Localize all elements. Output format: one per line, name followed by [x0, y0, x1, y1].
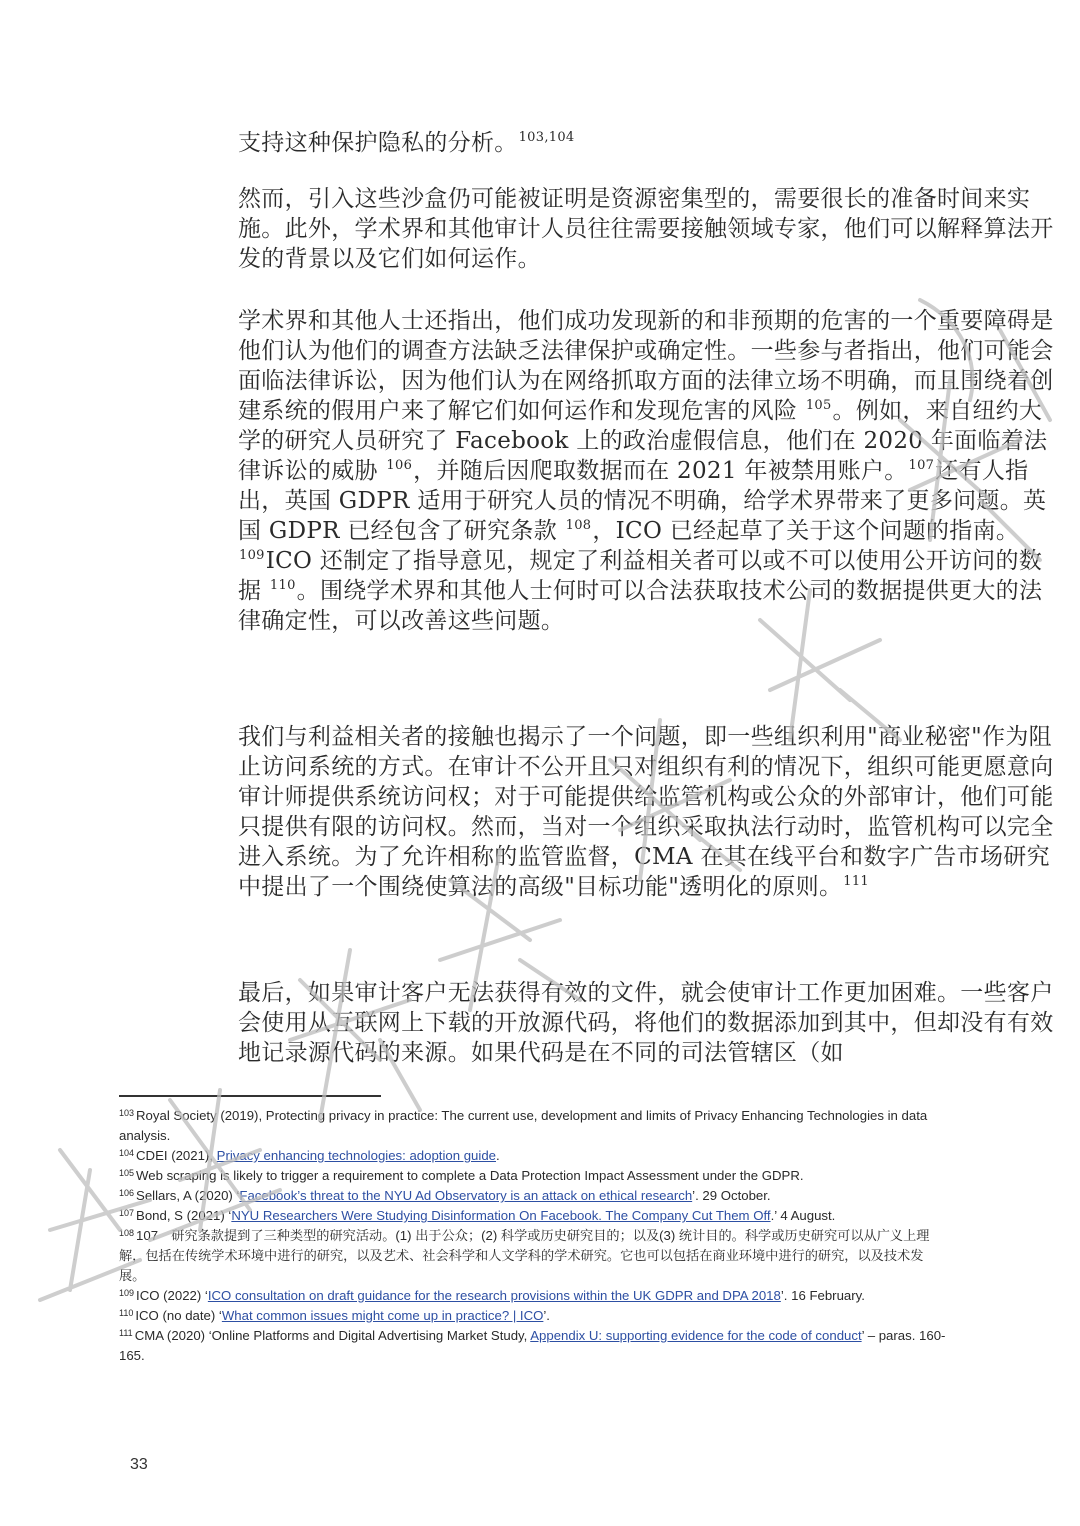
- footnote-link[interactable]: Facebook’s threat to the NYU Ad Observatory is an attack on ethical research: [239, 1188, 693, 1203]
- footnote-text: ’. 29 October.: [692, 1188, 771, 1203]
- footnote-text: Sellars, A (2020) ‘: [136, 1188, 240, 1203]
- text-run: 还有人指出，英国 GDPR 适用于研究人员的情况不明确，给学术界带来了更多问题。英国 GDPR 已经包含了研究条款: [238, 458, 1047, 544]
- footnote: [119, 1326, 949, 1366]
- text-run: 最后，如果审计客户无法获得有效的文件，就会使审计工作更加困难。一些客户会使用从互联网上下载的开放源代码，将他们的数据添加到其中，但却没有有效地记录源代码的来源。如果代码是在不同的司法管辖区（如: [238, 980, 1054, 1066]
- footnote: [119, 1186, 949, 1206]
- text-run: ，ICO 已经起草了关于这个问题的指南。: [592, 518, 1020, 544]
- footnote-link[interactable]: What common issues might come up in practice? | ICO: [221, 1308, 544, 1323]
- footnote-ref[interactable]: 109: [239, 548, 265, 563]
- footnote-link[interactable]: NYU Researchers Were Studying Disinformation On Facebook. The Company Cut Them Off: [231, 1208, 771, 1223]
- footnote-number: 109: [119, 1288, 135, 1298]
- footnote-ref[interactable]: 110: [269, 578, 296, 593]
- footnote-text: .: [496, 1148, 500, 1163]
- footnote-link[interactable]: ICO consultation on draft guidance for the research provisions within the UK GDPR and DPA 2018: [207, 1288, 781, 1303]
- footnote: [119, 1286, 949, 1306]
- footnote-ref[interactable]: 111: [843, 874, 869, 889]
- footnote-text: ICO (no date) ‘: [135, 1308, 222, 1323]
- footnote-text: .’ 4 August.: [770, 1208, 836, 1223]
- footnote-text: Web scraping is likely to trigger a requirement to complete a Data Protection Impact Assessment under the GDPR.: [136, 1168, 804, 1183]
- footnote-text: CMA (2020) ‘Online Platforms and Digital Advertising Market Study,: [134, 1328, 531, 1343]
- paragraph: [238, 184, 1058, 274]
- footnote: [119, 1206, 949, 1226]
- footnote: [119, 1146, 949, 1166]
- footnote-number: 107: [119, 1208, 135, 1218]
- footnote-number: 111: [119, 1328, 133, 1338]
- footnote: [119, 1166, 949, 1186]
- footnote-ref[interactable]: 103,104: [518, 130, 575, 145]
- footnote-divider: [119, 1095, 381, 1097]
- text-run: 学术界和其他人士还指出，他们成功发现新的和非预期的危害的一个重要障碍是他们认为他们的调查方法缺乏法律保护或确定性。一些参与者指出，他们可能会面临法律诉讼，因为他们认为在网络抓取方面的法律立场不明确，而且围绕着创建系统的假用户来了解它们如何运作和发现危害的风险: [238, 308, 1054, 424]
- footnote: [119, 1226, 949, 1286]
- footnotes: [119, 1106, 949, 1366]
- text-run: ，并随后因爬取数据而在 2021 年被禁用账户。: [413, 458, 908, 484]
- footnote-text: ICO (2022) ‘: [136, 1288, 208, 1303]
- footnote: [119, 1306, 949, 1326]
- footnote-ref[interactable]: 108: [565, 518, 592, 533]
- paragraph: [238, 722, 1058, 902]
- footnote-text: ’.: [543, 1308, 550, 1323]
- footnote-text: Royal Society (2019), Protecting privacy in practice: The current use, development and limits of Privacy Enhancing Technologies in data analysis.: [119, 1108, 928, 1143]
- paragraph: [238, 978, 1058, 1068]
- page-number: 33: [130, 1456, 148, 1473]
- text-run: 支持这种保护隐私的分析。: [238, 130, 518, 156]
- text-run: 。围绕学术界和其他人士何时可以合法获取技术公司的数据提供更大的法律确定性，可以改善这些问题。: [238, 578, 1043, 634]
- text-run: 。例如，来自纽约大学的研究人员研究了 Facebook 上的政治虚假信息，他们在 2020 年面临着法律诉讼的威胁: [238, 398, 1048, 484]
- footnote-number: 104: [119, 1148, 135, 1158]
- footnote-ref[interactable]: 107: [908, 458, 935, 473]
- footnote: [119, 1106, 949, 1146]
- footnote-link[interactable]: Privacy enhancing technologies: adoption guide: [216, 1148, 496, 1163]
- footnote-link[interactable]: Appendix U: supporting evidence for the code of conduct: [530, 1328, 862, 1343]
- text-run: ICO 还制定了指导意见，规定了利益相关者可以或不可以使用公开访问的数据: [238, 548, 1043, 604]
- footnote-text: ’. 16 February.: [780, 1288, 865, 1303]
- footnote-number: 108: [119, 1228, 135, 1238]
- text-run: 然而，引入这些沙盒仍可能被证明是资源密集型的，需要很长的准备时间来实施。此外，学术界和其他审计人员往往需要接触领域专家，他们可以解释算法开发的背景以及它们如何运作。: [238, 186, 1054, 272]
- footnote-text: CDEI (2021),: [136, 1148, 217, 1163]
- footnote-ref[interactable]: 105: [805, 398, 832, 413]
- footnote-text: Bond, S (2021) ‘: [136, 1208, 232, 1223]
- paragraph: [238, 306, 1058, 636]
- footnote-text: ’ – paras. 160-165.: [119, 1328, 946, 1363]
- footnote-number: 106: [119, 1188, 135, 1198]
- paragraph: [238, 128, 1058, 158]
- footnote-number: 110: [119, 1308, 134, 1318]
- footnote-ref[interactable]: 106: [386, 458, 413, 473]
- footnote-number: 103: [119, 1108, 135, 1118]
- footnote-text: 107 研究条款提到了三种类型的研究活动。(1) 出于公众；(2) 科学或历史研究目的；以及(3) 统计目的。科学或历史研究可以从广义上理解，包括在传统学术环境中进行的研究，以及艺术、社会科学和人文学科的学术研究。它也可以包括在商业环境中进行的研究，以及技术发展。: [119, 1228, 930, 1283]
- text-run: 我们与利益相关者的接触也揭示了一个问题，即一些组织利用"商业秘密"作为阻止访问系统的方式。在审计不公开且只对组织有利的情况下，组织可能更愿意向审计师提供系统访问权；对于可能提供给监管机构或公众的外部审计，他们可能只提供有限的访问权。然而，当对一个组织采取执法行动时，监管机构可以完全进入系统。为了允许相称的监管监督，CMA 在其在线平台和数字广告市场研究中提出了一个围绕使算法的高级"目标功能"透明化的原则。: [238, 724, 1054, 900]
- footnote-number: 105: [119, 1168, 135, 1178]
